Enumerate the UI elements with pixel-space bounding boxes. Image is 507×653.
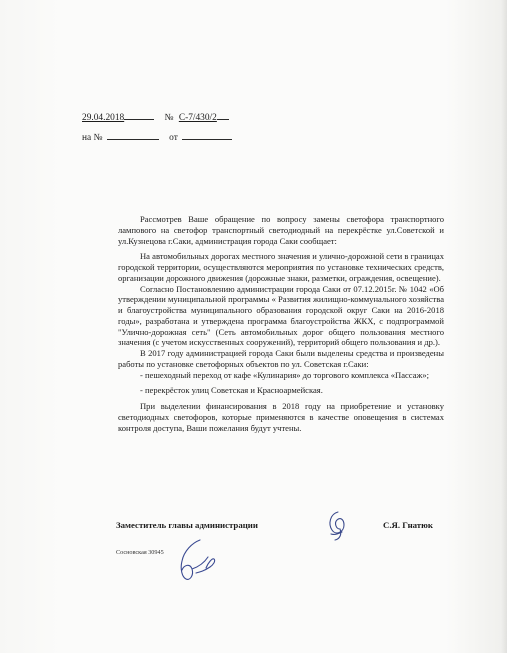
page-edge-shadow <box>501 0 507 653</box>
paragraph: В 2017 году администрацией города Саки были выделены средства и произведены работы по установке светофорных объектов по ул. Советская г.Саки: <box>118 348 444 369</box>
list-item: - пешеходный переход от кафе «Кулинария» до торгового комплекса «Пассаж»; <box>140 369 430 380</box>
letter-number: С-7/430/2 <box>178 113 217 123</box>
incoming-number-blank <box>107 130 159 140</box>
handwritten-signature-main <box>318 508 358 542</box>
date-underline <box>124 110 154 120</box>
letter-date: 29.04.2018 <box>82 113 125 123</box>
outgoing-ref-line <box>82 110 229 123</box>
list-item: - перекрёсток улиц Советская и Красноармейская. <box>140 385 323 396</box>
incoming-date-blank <box>182 130 232 140</box>
signatory-position: Заместитель главы администрации <box>116 520 258 530</box>
letter-body <box>118 214 444 433</box>
paragraph: Согласно Постановлению администрации города Саки от 07.12.2015г. № 1042 «Об утверждении муниципальной программы « Развития жилищно-коммунального хозяйства и благоустройства муниципального образования городской округ Саки на 2016-2018 годы», разработана и утверждена программа благоустройства ЖКХ, с подпрограммой "Улично-дорожная сеть" (Сеть автомобильных дорог общего пользования местного значения (с учетом искусственных сооружений), территорий общего пользования и др.). <box>118 283 444 348</box>
executor-note: Сосновская 30945 <box>116 549 164 556</box>
incoming-ref-line <box>82 130 232 143</box>
paragraph: Рассмотрев Ваше обращение по вопросу замены светофора транспортного лампового на светофор транспортный светодиодный на перекрёстке ул.Советской и ул.Кузнецова г.Саки, администрация города Саки сообщает: <box>118 214 444 246</box>
number-underline <box>217 110 229 120</box>
signatory-name: С.Я. Гнатюк <box>383 520 433 530</box>
incoming-date-label: от <box>169 133 178 143</box>
paragraph: На автомобильных дорогах местного значения и улично-дорожной сети в границах городской территории, осуществляются мероприятия по установке технических средств, организации дорожного движения (дорожные знаки, разметки, ограждения, освещение). <box>118 251 444 283</box>
paragraph: При выделении финансирования в 2018 году на приобретение и установку светодиодных светофоров, которые применяются в качестве оповещения в системах контроля доступа, Ваши пожелания будут учтены. <box>118 401 444 433</box>
incoming-number-label: на № <box>82 133 103 143</box>
number-label: № <box>164 113 174 123</box>
handwritten-signature-executor <box>170 537 222 583</box>
